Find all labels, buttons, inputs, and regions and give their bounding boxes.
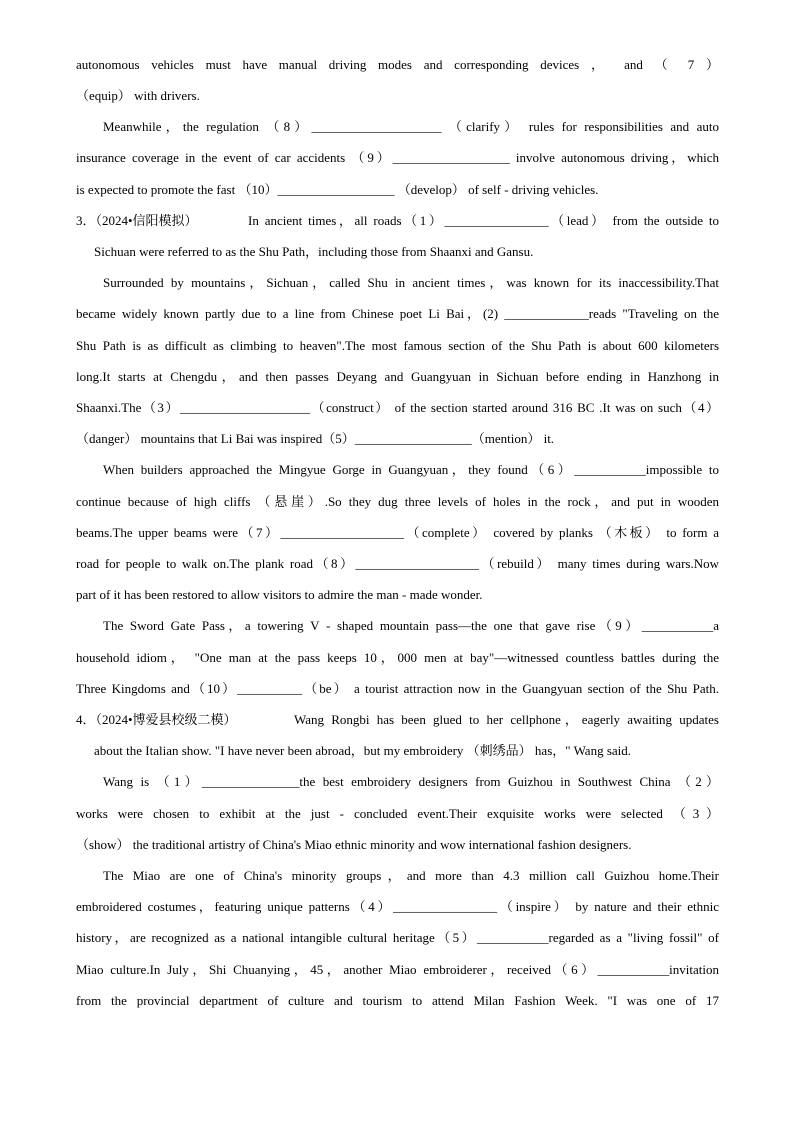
text-line: household idiom， "One man at the pass keeps 10，000 men at bay"—witnessed countless battles during the — [76, 650, 719, 665]
text-line: The Sword Gate Pass，a towering V - shaped mountain pass—the one that gave rise（9）___________a — [103, 618, 719, 633]
text-line: history，are recognized as a national intangible cultural heritage（5）___________regarded as a "living fossil" of — [76, 930, 719, 945]
question-3-label: 3．（2024•信阳模拟） — [76, 213, 198, 228]
text-line: （show） the traditional artistry of China's Miao ethnic minority and wow international fashion designers. — [76, 837, 632, 852]
text-line: Shaanxi.The（3）____________________（construct） of the section started around 316 BC .It was on such（4） — [76, 400, 719, 415]
text-line: road for people to walk on.The plank road（8）___________________（rebuild） many times during wars.Now — [76, 556, 719, 571]
text-line: part of it has been restored to allow visitors to admire the man - made wonder. — [76, 587, 483, 602]
text-line: Miao culture.In July，Shi Chuanying，45，another Miao embroiderer，received（6）___________invitation — [76, 962, 719, 977]
text-line: about the Italian show. "I have never been abroad，but my embroidery （刺绣品） has，" Wang said. — [94, 743, 632, 758]
text-line: embroidered costumes，featuring unique patterns（4）________________（inspire） by nature and their ethnic — [76, 899, 719, 914]
text-line: continue because of high cliffs （悬崖）.So they dug three levels of holes in the rock，and put in wooden — [76, 494, 719, 509]
question-4-label: 4．（2024•博爱县校级二模） — [76, 712, 237, 727]
text-line: Shu Path is as difficult as climbing to heaven".The most famous section of the Shu Path is about 600 kilometers — [76, 338, 719, 353]
text-line: Surrounded by mountains，Sichuan，called Shu in ancient times，was known for its inaccessibility.That — [103, 275, 719, 290]
text-line: Meanwhile，the regulation （8）____________________ （clarify） rules for responsibilities and auto — [103, 119, 719, 134]
question-3-text: In ancient times，all roads（1）________________（lead） from the outside to — [248, 213, 719, 228]
text-line: The Miao are one of China's minority groups，and more than 4.3 million call Guizhou home.Their — [103, 868, 719, 883]
text-line: long.It starts at Chengdu，and then passes Deyang and Guangyuan in Sichuan before ending in Hanzhong in — [76, 369, 719, 384]
question-4-text: Wang Rongbi has been glued to her cellphone，eagerly awaiting updates — [294, 712, 719, 727]
text-line: insurance coverage in the event of car accidents （9）__________________ involve autonomous driving，which — [76, 150, 719, 165]
text-line: works were chosen to exhibit at the just - concluded event.Their exquisite works were selected （3） — [76, 806, 719, 821]
text-line: Wang is （1）_______________the best embroidery designers from Guizhou in Southwest China （2） — [103, 774, 719, 789]
text-line: beams.The upper beams were（7）___________________（complete） covered by planks （木板） to form a — [76, 525, 719, 540]
text-line: Three Kingdoms and（10）__________（be） a tourist attraction now in the Guangyuan section of the Shu Path. — [76, 681, 719, 696]
text-line: Sichuan were referred to as the Shu Path，including those from Shaanxi and Gansu. — [94, 244, 534, 259]
text-line: became widely known partly due to a line from Chinese poet Li Bai，(2) _____________reads "Traveling on the — [76, 306, 719, 321]
text-line: （danger） mountains that Li Bai was inspired（5）__________________（mention） it. — [76, 431, 555, 446]
text-line: autonomous vehicles must have manual driving modes and corresponding devices ， and （ 7 ） — [76, 57, 719, 72]
text-line: When builders approached the Mingyue Gorge in Guangyuan，they found（6）___________impossible to — [103, 462, 719, 477]
text-line: from the provincial department of culture and tourism to attend Milan Fashion Week. "I was one of 17 — [76, 993, 719, 1008]
text-line: is expected to promote the fast （10）__________________ （develop） of self - driving vehicles. — [76, 182, 599, 197]
text-line: （equip） with drivers. — [76, 88, 200, 103]
